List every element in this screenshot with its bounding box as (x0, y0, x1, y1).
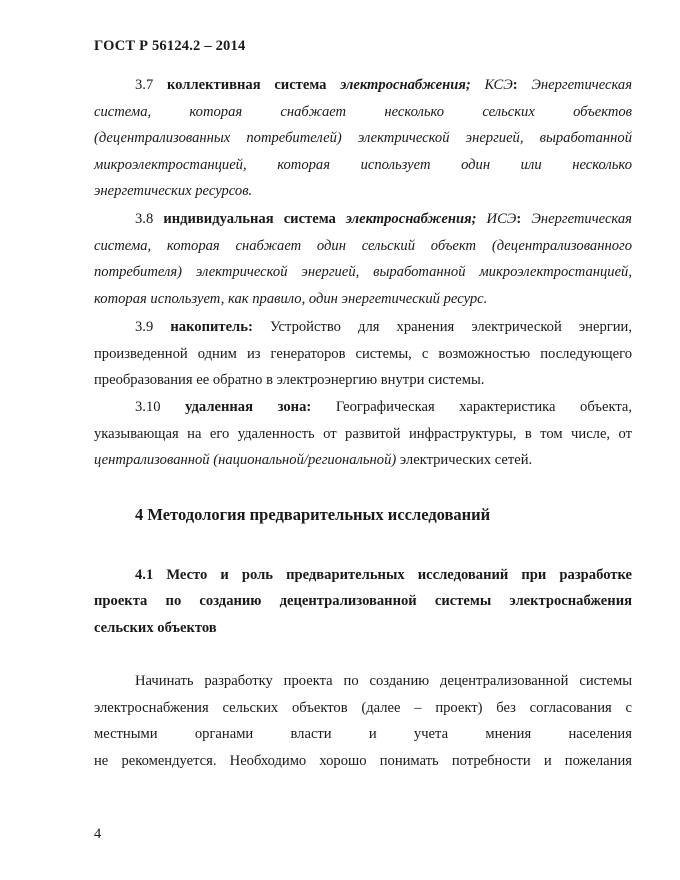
subsection-title-line-2: проекта по созданию децентрализованной системы электроснабжения (94, 593, 632, 610)
definition-3-7-line-1: 3.7 коллективная система электроснабжения; КСЭ: Энергетическая (135, 77, 633, 93)
body-paragraph-line-4: не рекомендуется. Необходимо хорошо понимать потребности и пожелания (94, 752, 632, 769)
section-title: 4 Методология предварительных исследований (135, 505, 491, 524)
definition-3-9 (94, 314, 632, 394)
body-paragraph-line-1: Начинать разработку проекта по созданию децентрализованной системы (135, 673, 632, 689)
definition-3-8-line-2: система, которая снабжает один сельский объект (децентрализованного (94, 237, 632, 254)
page-number: 4 (94, 826, 102, 842)
definition-3-7-line-2: система, которая снабжает несколько сельских объектов (94, 103, 633, 120)
definition-3-10 (94, 394, 632, 474)
body-paragraph (94, 668, 632, 774)
subsection-title-line-3: сельских объектов (94, 619, 217, 636)
definition-3-8-line-3: потребителя) электрической энергией, выработанной микроэлектростанцией, (94, 264, 632, 281)
definition-3-10-line-2: указывающая на его удаленность от развитой инфраструктуры, в том числе, от (94, 425, 632, 442)
subsection-title (94, 562, 632, 641)
definition-3-7-line-3: (децентрализованных потребителей) электрической энергией, выработанной (94, 130, 632, 147)
definition-3-8-line-1: 3.8 индивидуальная система электроснабжения; ИСЭ: Энергетическая (135, 211, 632, 227)
definition-3-8 (94, 206, 632, 312)
definition-3-9-line-2: произведенной одним из генераторов системы, с возможностью последующего (94, 345, 632, 362)
subsection-title-line-1: 4.1 Место и роль предварительных исследований при разработке (135, 567, 632, 583)
definition-3-9-line-1: 3.9 накопитель: Устройство для хранения электрической энергии, (135, 319, 633, 335)
definition-3-7-line-5: энергетических ресурсов. (94, 183, 253, 200)
body-paragraph-line-2: электроснабжения сельских объектов (далее – проект) без согласования с (94, 699, 632, 716)
definition-3-7 (94, 72, 632, 205)
definition-3-7-line-4: микроэлектростанцией, которая использует один или несколько (94, 156, 632, 173)
document-header: ГОСТ Р 56124.2 – 2014 (94, 38, 246, 54)
definition-3-10-line-3: централизованной (национальной/региональной) электрических сетей. (94, 452, 533, 469)
body-paragraph-line-3: местными органами власти и учета мнения населения (94, 726, 632, 743)
definition-3-8-line-4: которая использует, как правило, один энергетический ресурс. (94, 290, 488, 307)
definition-3-10-line-1: 3.10 удаленная зона: Географическая характеристика объекта, (135, 399, 633, 415)
definition-3-9-line-3: преобразования ее обратно в электроэнергию внутри системы. (94, 372, 485, 389)
